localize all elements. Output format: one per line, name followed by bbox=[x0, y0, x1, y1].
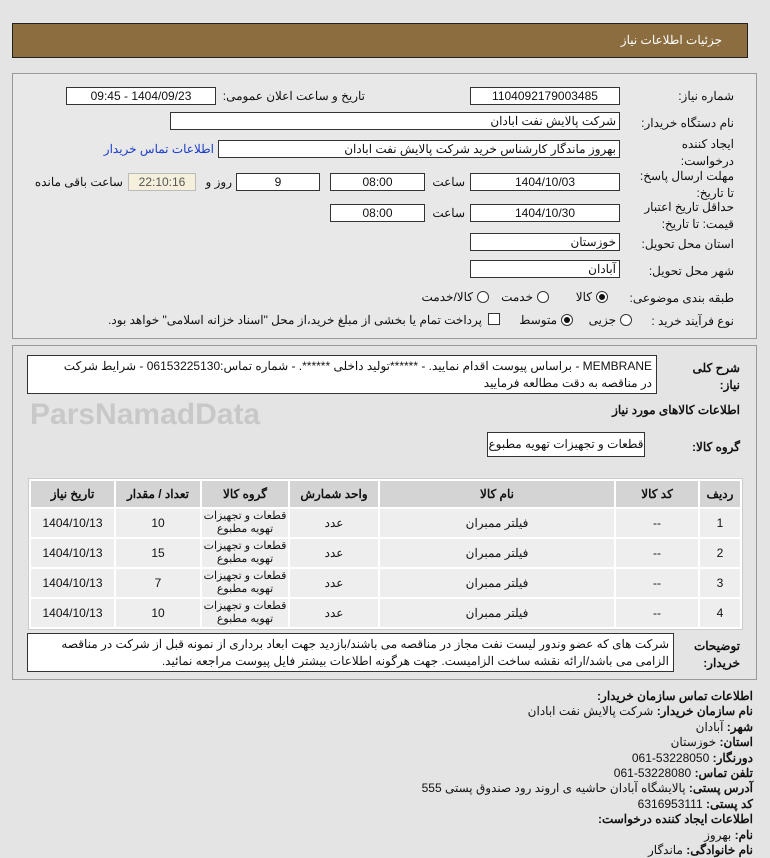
contact-section bbox=[422, 689, 753, 858]
goods-name: فیلتر ممبران bbox=[380, 569, 614, 597]
validity-time-field: 08:00 bbox=[330, 204, 425, 222]
creator-field: بهروز ماندگار کارشناس خرید شرکت پالایش نفت ابادان bbox=[218, 140, 620, 158]
col-row: ردیف bbox=[700, 481, 740, 507]
description-line-2: در مناقصه به دقت مطالعه فرمایید bbox=[483, 376, 652, 390]
creator-title: اطلاعات ایجاد کننده درخواست: bbox=[597, 812, 753, 827]
city-label: شهر: bbox=[726, 719, 753, 734]
postal-value: 6316953111 bbox=[637, 796, 703, 811]
goods-name: فیلتر ممبران bbox=[380, 509, 614, 537]
notes-label-2: خریدار: bbox=[703, 656, 740, 670]
need-date: 1404/10/13 bbox=[31, 599, 114, 627]
category-option-both: کالا/خدمت bbox=[421, 290, 473, 304]
col-unit: واحد شمارش bbox=[290, 481, 378, 507]
table-row bbox=[31, 509, 740, 537]
buyer-label: نام دستگاه خریدار: bbox=[641, 116, 734, 130]
description-box bbox=[27, 355, 657, 394]
creator-label: ایجاد کننده bbox=[681, 137, 734, 151]
category-option-service: خدمت bbox=[501, 290, 533, 304]
purchase-radio-minor[interactable] bbox=[620, 314, 632, 326]
need-number-label: شماره نیاز: bbox=[678, 89, 734, 103]
page-header bbox=[12, 23, 748, 58]
goods-group-field: قطعات و تجهیزات تهویه مطبوع bbox=[487, 432, 645, 457]
category-radio-goods[interactable] bbox=[596, 291, 608, 303]
postal-label: کد پستی: bbox=[705, 796, 753, 811]
unit: عدد bbox=[290, 509, 378, 537]
buyer-field: شرکت پالایش نفت ابادان bbox=[170, 112, 620, 130]
goods-name: فیلتر ممبران bbox=[380, 539, 614, 567]
goods-table bbox=[28, 478, 743, 630]
quantity: 15 bbox=[116, 539, 200, 567]
category-label: طبقه بندی موضوعی: bbox=[629, 291, 734, 305]
announce-label: تاریخ و ساعت اعلان عمومی: bbox=[222, 89, 365, 103]
deadline-label-2: تا تاریخ: bbox=[696, 186, 734, 200]
days-field: 9 bbox=[236, 173, 320, 191]
quantity: 7 bbox=[116, 569, 200, 597]
city-field: آبادان bbox=[470, 260, 620, 278]
fax-value: 061-53228050 bbox=[631, 750, 710, 765]
org-label: نام سازمان خریدار: bbox=[656, 704, 753, 719]
phone-label: تلفن تماس: bbox=[694, 766, 753, 781]
deadline-label: مهلت ارسال پاسخ: bbox=[639, 169, 734, 183]
purchase-option-medium: متوسط bbox=[519, 313, 557, 327]
need-date: 1404/10/13 bbox=[31, 539, 114, 567]
goods-group: قطعات و تجهیزات تهویه مطبوع bbox=[203, 540, 287, 565]
family-value: ماندگار bbox=[648, 843, 683, 858]
province-label: استان محل تحویل: bbox=[641, 237, 734, 251]
col-date: تاریخ نیاز bbox=[31, 481, 114, 507]
need-date: 1404/10/13 bbox=[31, 569, 114, 597]
province-field: خوزستان bbox=[470, 233, 620, 251]
row-number: 4 bbox=[700, 599, 740, 627]
description-label: شرح کلی bbox=[692, 361, 740, 375]
name-label: نام: bbox=[734, 827, 753, 842]
table-header-row bbox=[31, 481, 740, 507]
goods-name: فیلتر ممبران bbox=[380, 599, 614, 627]
purchase-radio-medium[interactable] bbox=[561, 314, 573, 326]
goods-code: -- bbox=[616, 509, 698, 537]
notes-label: توضیحات bbox=[693, 639, 740, 653]
goods-code: -- bbox=[616, 539, 698, 567]
validity-date-field: 1404/10/30 bbox=[470, 204, 620, 222]
row-number: 3 bbox=[700, 569, 740, 597]
city-label: شهر محل تحویل: bbox=[648, 264, 734, 278]
goods-group: قطعات و تجهیزات تهویه مطبوع bbox=[203, 510, 287, 535]
treasury-note: پرداخت تمام یا بخشی از مبلغ خرید،از محل "اسناد خزانه اسلامی" خواهد بود. bbox=[108, 313, 482, 327]
notes-line-1: شرکت های که عضو وندور لیست نفت مجاز در مناقصه می باشند/بازدید جهت ابعاد برداری از نمونه قبل از شرکت در مناقصه bbox=[61, 637, 669, 651]
org-value: شرکت پالایش نفت ابادان bbox=[527, 704, 654, 719]
watermark: ParsNamadData bbox=[30, 398, 261, 431]
address-value: پالایشگاه آبادان حاشیه ی اروند رود صندوق پستی 555 bbox=[421, 781, 686, 796]
category-option-goods: کالا bbox=[575, 290, 592, 304]
announce-field: 1404/09/23 - 09:45 bbox=[66, 87, 216, 105]
col-code: کد کالا bbox=[616, 481, 698, 507]
row-number: 2 bbox=[700, 539, 740, 567]
province-value: خوزستان bbox=[670, 735, 717, 750]
validity-label: حداقل تاریخ اعتبار bbox=[644, 200, 734, 214]
contact-title: اطلاعات تماس سازمان خریدار: bbox=[597, 689, 753, 703]
description-line-1: MEMBRANE - براساس پیوست اقدام نمایید. - ******تولید داخلی ******. - شماره تماس:06153225130 - شرایط شرکت bbox=[63, 359, 652, 373]
col-name: نام کالا bbox=[380, 481, 614, 507]
city-value: آبادان bbox=[695, 719, 724, 734]
row-number: 1 bbox=[700, 509, 740, 537]
buyer-contact-link[interactable]: اطلاعات تماس خریدار bbox=[103, 142, 214, 156]
unit: عدد bbox=[290, 599, 378, 627]
name-value: بهروز bbox=[704, 827, 732, 842]
unit: عدد bbox=[290, 539, 378, 567]
validity-label-2: قیمت: تا تاریخ: bbox=[661, 217, 734, 231]
goods-code: -- bbox=[616, 569, 698, 597]
col-qty: تعداد / مقدار bbox=[116, 481, 200, 507]
unit: عدد bbox=[290, 569, 378, 597]
page-title: جزئیات اطلاعات نیاز bbox=[620, 33, 722, 47]
phone-value: 061-53228080 bbox=[613, 766, 692, 781]
goods-group: قطعات و تجهیزات تهویه مطبوع bbox=[203, 570, 287, 595]
goods-group-label: گروه کالا: bbox=[692, 440, 740, 454]
family-label: نام خانوادگی: bbox=[686, 843, 753, 858]
table-row bbox=[31, 539, 740, 567]
goods-group: قطعات و تجهیزات تهویه مطبوع bbox=[203, 600, 287, 625]
days-label: روز و bbox=[205, 175, 232, 189]
category-radio-service[interactable] bbox=[537, 291, 549, 303]
deadline-time-label: ساعت bbox=[432, 175, 465, 189]
address-label: آدرس پستی: bbox=[688, 781, 753, 796]
table-row bbox=[31, 599, 740, 627]
deadline-time-field: 08:00 bbox=[330, 173, 425, 191]
col-group: گروه کالا bbox=[202, 481, 288, 507]
remaining-timer: 22:10:16 bbox=[128, 173, 196, 191]
table-row bbox=[31, 569, 740, 597]
remaining-label: ساعت باقی مانده bbox=[34, 175, 123, 189]
notes-line-2: الزامی می باشد/ارائه نقشه ساخت الزامیست. جهت هرگونه اطلاعات بیشتر فایل پیوست مراجعه نمائید. bbox=[161, 654, 669, 668]
goods-code: -- bbox=[616, 599, 698, 627]
description-label-2: نیاز: bbox=[719, 378, 740, 392]
province-label: استان: bbox=[719, 735, 753, 750]
validity-time-label: ساعت bbox=[432, 206, 465, 220]
need-number-field: 1104092179003485 bbox=[470, 87, 620, 105]
purchase-option-minor: جزیی bbox=[588, 313, 616, 327]
quantity: 10 bbox=[116, 599, 200, 627]
fax-label: دورنگار: bbox=[712, 750, 753, 765]
quantity: 10 bbox=[116, 509, 200, 537]
need-date: 1404/10/13 bbox=[31, 509, 114, 537]
creator-label-2: درخواست: bbox=[680, 154, 734, 168]
deadline-date-field: 1404/10/03 bbox=[470, 173, 620, 191]
treasury-checkbox[interactable] bbox=[488, 313, 500, 325]
goods-section-title: اطلاعات کالاهای مورد نیاز bbox=[612, 403, 740, 417]
notes-box bbox=[27, 633, 674, 672]
category-radio-both[interactable] bbox=[477, 291, 489, 303]
purchase-type-label: نوع فرآیند خرید : bbox=[651, 314, 734, 328]
